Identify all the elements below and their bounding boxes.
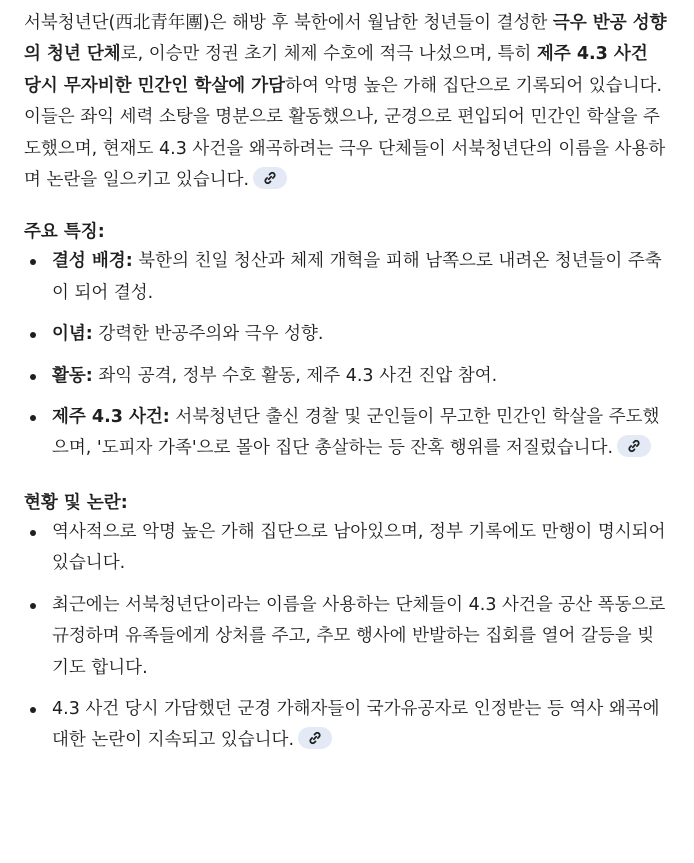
- source-link-button[interactable]: [253, 167, 287, 189]
- features-list: [24, 246, 670, 464]
- features-heading: 주요 특징:: [24, 222, 105, 243]
- source-link-button[interactable]: [617, 435, 651, 457]
- item-text: 좌익 공격, 정부 수호 활동, 제주 4.3 사건 진압 참여.: [92, 365, 498, 386]
- intro-text-2: 로, 이승만 정권 초기 체제 수호에 적극 나섰으며, 특히: [120, 44, 537, 65]
- link-icon: [308, 731, 322, 745]
- list-item: [24, 402, 670, 465]
- intro-paragraph: [24, 8, 670, 196]
- link-icon: [263, 171, 277, 185]
- item-text: 역사적으로 악명 높은 가해 집단으로 남아있으며, 정부 기록에도 만행이 명시되어 있습니다.: [52, 521, 666, 574]
- item-text: 최근에는 서북청년단이라는 이름을 사용하는 단체들이 4.3 사건을 공산 폭동으로 규정하며 유족들에게 상처를 주고, 추모 행사에 반발하는 집회를 열어 갈등을 빚기도 합니다.: [52, 594, 666, 678]
- item-label: 활동:: [52, 365, 93, 386]
- item-text: 4.3 사건 당시 가담했던 군경 가해자들이 국가유공자로 인정받는 등 역사 왜곡에 대한 논란이 지속되고 있습니다.: [52, 698, 660, 751]
- item-label: 제주 4.3 사건:: [52, 407, 170, 428]
- list-item: [24, 694, 670, 757]
- intro-text-1: 서북청년단(西北青年團)은 해방 후 북한에서 월남한 청년들이 결성한: [24, 13, 553, 33]
- item-text: 북한의 친일 청산과 체제 개혁을 피해 남쪽으로 내려온 청년들이 주축이 되어 결성.: [52, 251, 662, 303]
- status-heading: 현황 및 논란:: [24, 492, 128, 513]
- item-text: 강력한 반공주의와 극우 성향.: [92, 324, 324, 345]
- item-label: 결성 배경:: [52, 251, 133, 272]
- list-item: [24, 517, 670, 580]
- intro-bold-2: 제주 4.3 사건 당시 무자비한 민간인 학살에 가담: [24, 44, 648, 96]
- list-item: [24, 319, 670, 350]
- list-item: [24, 590, 670, 684]
- status-list: [24, 517, 670, 757]
- link-icon: [627, 439, 641, 453]
- item-text: 서북청년단 출신 경찰 및 군인들이 무고한 민간인 학살을 주도했으며, '도피자 가족'으로 몰아 집단 총살하는 등 잔혹 행위를 저질렀습니다.: [52, 407, 660, 459]
- list-item: [24, 361, 670, 392]
- list-item: [24, 246, 670, 309]
- item-label: 이념:: [52, 324, 93, 345]
- source-link-button[interactable]: [298, 727, 332, 749]
- intro-text-3: 하여 악명 높은 가해 집단으로 기록되어 있습니다. 이들은 좌익 세력 소탕을 명분으로 활동했으나, 군경으로 편입되어 민간인 학살을 주도했으며, 현재도 4.3 사건을 왜곡하려는 극우 단체들이 서북청년단의 이름을 사용하며 논란을 일으키고 있습니다.: [24, 75, 666, 191]
- intro-bold-1: 극우 반공 성향의 청년 단체: [24, 13, 667, 65]
